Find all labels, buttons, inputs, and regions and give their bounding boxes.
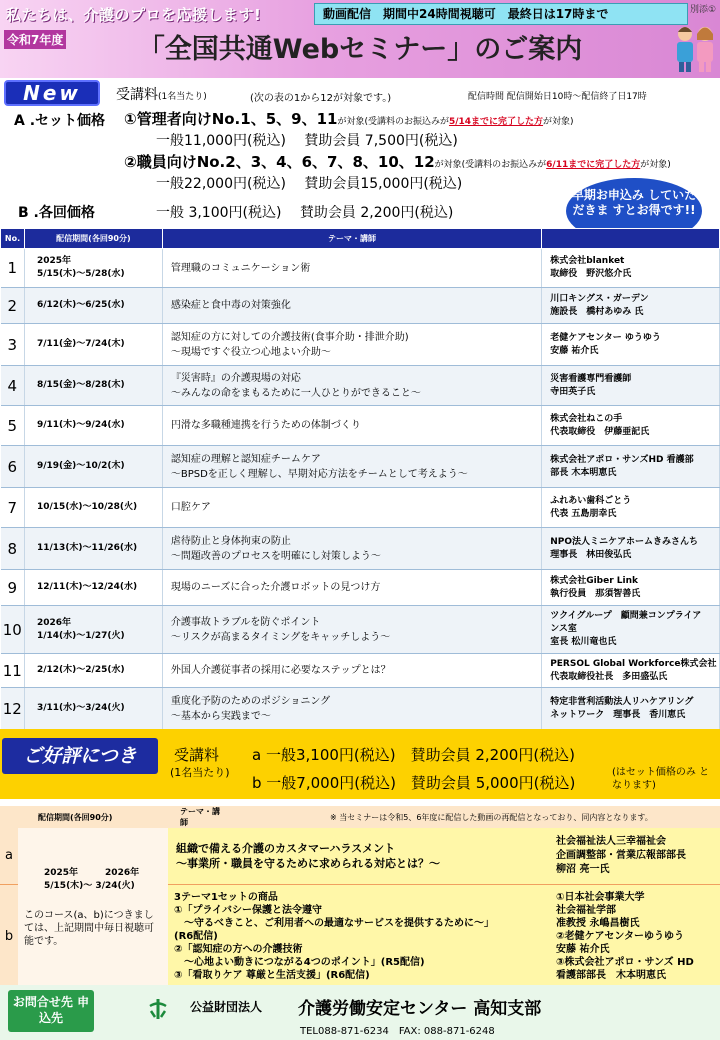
row-b-label: b: [0, 884, 18, 988]
each-price: 一般 3,100円(税込) 賛助会員 2,200円(税込): [156, 205, 454, 221]
early-bird-bubble: 早期お申込み していただきま すとお得です!!: [566, 178, 702, 244]
row-no: 11: [1, 654, 25, 688]
row-b-theme: 3テーマ1セットの商品 ①「プライバシー保護と法令遵守 ～守るべきこと、ご利用者への最適なサービスを提供するために～」 (R6配信) ②「認知症の方への介護技術 ～心地よい動きにつながる4つのポイント」(R5配信) ③「看取りケア 尊厳と生活支援」(R6配信): [168, 884, 550, 988]
header-instructor: [542, 229, 720, 249]
table-row: [1, 366, 720, 406]
header-period: 配信期間(各回90分): [24, 229, 162, 249]
popular-note: (はセット価格のみ となります): [612, 767, 710, 791]
header-theme: テーマ・講師: [162, 229, 541, 249]
table-row: [1, 570, 720, 606]
fee-label-text: 受講料: [116, 87, 158, 103]
row-instructor: 災害看護専門看護師 寺田英子氏: [542, 366, 720, 406]
row-instructor: 株式会社ねこの手 代表取締役 伊藤亜記氏: [542, 406, 720, 446]
row-theme: 感染症と食中毒の対策強化: [162, 288, 541, 324]
row-date: 12/11(木)～12/24(水): [24, 570, 162, 606]
row-instructor: NPO法人ミニケアホームきみさんち 理事長 林田俊弘氏: [542, 528, 720, 570]
fiscal-year-label: 令和7年度: [4, 30, 66, 49]
row-no: 2: [1, 288, 25, 324]
header-no: No.: [1, 229, 25, 249]
popular-price-b: b 一般7,000円(税込) 賛助会員 5,000円(税込): [252, 774, 576, 792]
set1-note-end: が対象): [543, 117, 574, 127]
row-theme: 虐待防止と身体拘束の防止 ～問題改善のプロセスを明確にし対策しよう～: [162, 528, 541, 570]
page-title: 「全国共通Webセミナー」のご案内: [137, 34, 583, 65]
contact-tel-fax: TEL088-871-6234 FAX: 088-871-6248: [300, 1026, 495, 1037]
row-instructor: 株式会社アポロ・サンズHD 看護部 部長 木本明恵氏: [542, 446, 720, 488]
row-theme: 『災害時』の介護現場の対応 ～みんなの命をまもるために一人ひとりができること～: [162, 366, 541, 406]
row-instructor: 株式会社blanket 取締役 野沢悠介氏: [542, 249, 720, 288]
set2-title: [124, 151, 671, 172]
row-theme: 外国人介護従事者の採用に必要なステップとは？: [162, 654, 541, 688]
row-theme: 口腔ケア: [162, 488, 541, 528]
popular-fee-unit: (1名当たり): [170, 766, 230, 779]
row-instructor: 株式会社Giber Link 執行役員 那須智善氏: [542, 570, 720, 606]
row-no: 12: [1, 688, 25, 730]
row-no: 7: [1, 488, 25, 528]
schedule-table: [0, 228, 720, 730]
set1-target: ①管理者向けNo.1、5、9、11: [124, 110, 338, 128]
row-instructor: 老健ケアセンター ゆうゆう 安藤 祐介氏: [542, 324, 720, 366]
each-price-label: B .各回価格: [18, 205, 95, 221]
popular-fee-label: 受講料: [174, 746, 220, 764]
set2-target: ②職員向けNo.2、3、4、6、7、8、10、12: [124, 153, 435, 171]
fee-unit: (1名当たり): [158, 92, 207, 102]
set1-deadline: 5/14までに完了した方: [448, 117, 544, 127]
row-a-label: a: [0, 828, 18, 884]
row-date: 7/11(金)～7/24(木): [24, 324, 162, 366]
organization-logo-icon: [146, 997, 170, 1021]
table-row: [1, 654, 720, 688]
row-date: 3/11(水)～3/24(火): [24, 688, 162, 730]
org-name: 介護労働安定センター 高知支部: [298, 999, 542, 1019]
row-theme: 認知症の方に対しての介護技術(食事介助・排泄介助) ～現場ですぐ役立つ心地よい介助～: [162, 324, 541, 366]
row-date: 2025年 5/15(木)～5/28(水): [24, 249, 162, 288]
table-row: [1, 249, 720, 288]
row-no: 3: [1, 324, 25, 366]
extra-course-table: [0, 806, 720, 989]
schedule-header-row: [1, 229, 720, 249]
row-instructor: ふれあい歯科ごとう 代表 五島朋幸氏: [542, 488, 720, 528]
row-no: 9: [1, 570, 25, 606]
row-instructor: PERSOL Global Workforce株式会社 代表取締役社長 多田盛弘氏: [542, 654, 720, 688]
row-theme: 管理職のコミュニケーション術: [162, 249, 541, 288]
table-row: [1, 488, 720, 528]
popular-badge: ご好評につき: [2, 738, 158, 774]
row-date: 8/15(金)～8/28(木): [24, 366, 162, 406]
row-no: 8: [1, 528, 25, 570]
org-type: 公益財団法人: [190, 1000, 263, 1014]
stream-time: 配信時間 配信開始日10時～配信終了日17時: [468, 92, 647, 102]
set2-note: が対象(受講料のお振込みが: [434, 160, 547, 170]
popular-price-a: a 一般3,100円(税込) 賛助会員 2,200円(税込): [252, 746, 576, 764]
row-a-theme: 組織で備える介護のカスタマーハラスメント ～事業所・職員を守るために求められる対応とは？～: [168, 828, 550, 884]
extra-header-period: 配信期間(各回90分): [18, 806, 168, 828]
row-no: 4: [1, 366, 25, 406]
row-theme: 介護事故トラブルを防ぐポイント ～リスクが高まるタイミングをキャッチしよう～: [162, 606, 541, 654]
set2-deadline: 6/11までに完了した方: [546, 160, 641, 170]
attachment-label: 別添①: [690, 5, 717, 15]
extra-period-note: このコース(a、b)につきましては、上記期間中毎日視聴可能です。: [24, 910, 154, 948]
extra-header-theme: テーマ・講師: [168, 806, 220, 828]
row-theme: 認知症の理解と認知症チームケア ～BPSDを正しく理解し、早期対応方法をチームとして考えよう～: [162, 446, 541, 488]
row-date: 9/19(金)～10/2(木): [24, 446, 162, 488]
row-no: 1: [1, 249, 25, 288]
set1-title: [124, 108, 574, 129]
table-row: [1, 606, 720, 654]
row-theme: 現場のニーズに合った介護ロボットの見つけ方: [162, 570, 541, 606]
table-row: [1, 528, 720, 570]
extra-period: 2025年 2026年 5/15(木)～ 3/24(火): [44, 868, 140, 892]
contact-button[interactable]: お問合せ先 申込先: [8, 990, 94, 1032]
extra-header-row: [0, 806, 720, 828]
extra-period-cell: [18, 828, 168, 988]
fee-label: [116, 84, 207, 104]
extra-header-note: ※ 当セミナーは令和5、6年度に配信した動画の再配信となっており、同内容となります。: [220, 806, 720, 828]
set2-note-end: が対象): [640, 160, 671, 170]
row-no: 6: [1, 446, 25, 488]
row-instructor: ツクイグループ 顧問兼コンプライア ンス室 室長 松川竜也氏: [542, 606, 720, 654]
table-row: [1, 688, 720, 730]
table-row: [1, 446, 720, 488]
row-a-instructor: 社会福祉法人三幸福祉会 企画調整部・営業広報部部長 柳沼 亮一氏: [550, 828, 720, 884]
table-row: [1, 324, 720, 366]
row-b-instructor: ①日本社会事業大学 社会福祉学部 准教授 永嶋昌樹氏 ②老健ケアセンターゆうゆう 安藤 祐介氏 ③株式会社アポロ・サンズ HD 看護部部長 木本明恵氏: [550, 884, 720, 988]
row-date: 11/13(木)～11/26(水): [24, 528, 162, 570]
row-theme: 重度化予防のためのポジショニング ～基本から実践まで～: [162, 688, 541, 730]
set1-note: が対象(受講料のお振込みが: [337, 117, 449, 127]
set2-price: 一般22,000円(税込) 賛助会員15,000円(税込): [156, 176, 463, 192]
row-instructor: 特定非営利活動法人リハケアリング ネットワーク 理事長 香川恵氏: [542, 688, 720, 730]
row-date: 2/12(木)～2/25(水): [24, 654, 162, 688]
table-row: [0, 828, 720, 884]
row-theme: 円滑な多職種連携を行うための体制づくり: [162, 406, 541, 446]
streaming-info: 動画配信 期間中24時間視聴可 最終日は17時まで: [314, 3, 688, 25]
table-row: [1, 288, 720, 324]
people-illustration-icon: [672, 22, 718, 74]
row-date: 6/12(木)～6/25(水): [24, 288, 162, 324]
row-date: 9/11(木)～9/24(水): [24, 406, 162, 446]
new-badge: New: [4, 80, 100, 106]
fee-target-note: (次の表の1から12が対象です。): [250, 93, 392, 104]
row-no: 5: [1, 406, 25, 446]
extra-header-blank: [0, 806, 18, 828]
row-no: 10: [1, 606, 25, 654]
set1-price: 一般11,000円(税込) 賛助会員 7,500円(税込): [156, 133, 458, 149]
row-date: 2026年 1/14(水)～1/27(火): [24, 606, 162, 654]
table-row: [1, 406, 720, 446]
slogan: 私たちは、介護のプロを応援します!: [6, 6, 262, 24]
row-date: 10/15(水)～10/28(火): [24, 488, 162, 528]
set-price-label: A .セット価格: [14, 113, 106, 129]
row-instructor: 川口キングス・ガーデン 施設長 橋村あゆみ 氏: [542, 288, 720, 324]
